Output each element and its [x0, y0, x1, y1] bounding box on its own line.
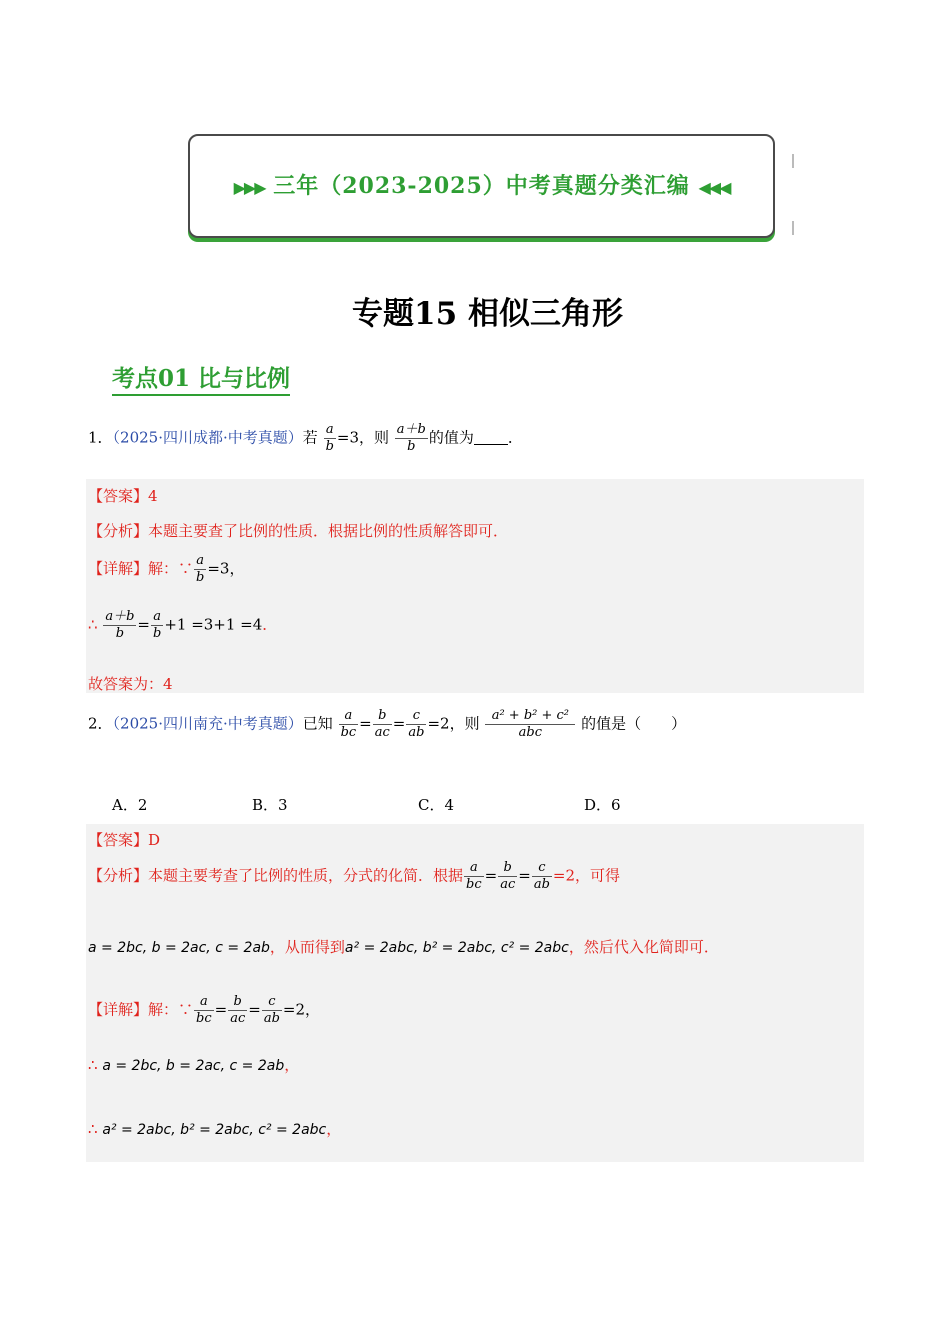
answer-text: 【答案】4 — [88, 487, 158, 505]
divider — [792, 154, 794, 168]
option-c[interactable]: C．4 — [418, 796, 455, 814]
fraction: $\frac{a}{b}$ — [152, 609, 162, 641]
solution-box-1 — [86, 479, 864, 693]
detail-step-1: ∴ a = 2bc, b = 2ac, c = 2ab， — [88, 1056, 300, 1074]
question-text: 若 — [302, 428, 318, 447]
fraction: $\frac{b}{ac}$ — [374, 708, 390, 740]
question-number: 1． — [88, 428, 113, 447]
page-title: 专题15 相似三角形 — [352, 296, 623, 332]
question-source: （2025·四川成都·中考真题） — [112, 428, 303, 447]
fraction: $\frac{a}{bc}$ — [196, 994, 212, 1026]
solution-box-2 — [86, 824, 864, 1162]
banner-content — [190, 169, 773, 200]
question-text: =3，则 — [336, 428, 390, 447]
answer-text: 【答案】D — [88, 831, 161, 849]
fraction: $\frac{a}{bc}$ — [466, 860, 482, 892]
question-text: 已知 — [302, 714, 333, 733]
question-text: 的值为 — [428, 428, 474, 447]
topic-heading: 考点01 比与比例 — [112, 365, 290, 396]
detail-line: 【详解】解：∵ $\frac{a}{bc}$ = $\frac{b}{ac}$ = $\frac{c}{ab}$ =2， — [88, 994, 321, 1026]
fraction: $\frac{a}{b}$ — [325, 422, 334, 454]
question-source: （2025·四川南充·中考真题） — [112, 714, 303, 733]
analysis-line-2: a = 2bc, b = 2ac, c = 2ab，从而得到a² = 2abc, b² = 2abc, c² = 2abc，然后代入化简即可． — [88, 938, 719, 956]
detail-step-2: ∴ a² = 2abc, b² = 2abc, c² = 2abc， — [88, 1120, 342, 1138]
fraction: $\frac{c}{ab}$ — [408, 708, 425, 740]
fraction: $\frac{a}{b}$ — [196, 553, 205, 585]
fraction: $\frac{a+b}{b}$ — [105, 609, 135, 641]
left-arrows-icon: ◀◀◀ — [698, 178, 730, 197]
fraction: $\frac{c}{ab}$ — [263, 994, 280, 1026]
option-b[interactable]: B．3 — [252, 796, 288, 814]
final-answer: 故答案为：4 — [88, 675, 173, 693]
header-banner — [188, 134, 775, 238]
question-1 — [88, 422, 523, 455]
option-a[interactable]: A．2 — [112, 796, 148, 814]
fraction: $\frac{\text{a² + b² + c²}}{\text{abc}}$ — [485, 708, 575, 741]
banner-text: 三年（2023-2025）中考真题分类汇编 — [273, 173, 690, 199]
question-number: 2． — [88, 714, 113, 733]
fraction: $\frac{a+b}{b}$ — [396, 422, 426, 454]
answer-blank — [474, 444, 508, 445]
fraction: $\frac{a}{bc}$ — [340, 708, 357, 740]
fraction: $\frac{b}{ac}$ — [230, 994, 246, 1026]
divider — [792, 221, 794, 235]
fraction: $\frac{b}{ac}$ — [500, 860, 516, 892]
detail-step: ∴ $\frac{a+b}{b}$ = $\frac{a}{b}$ +1 =3+1 =4． — [88, 609, 278, 641]
question-2: 2．（2025·四川南充·中考真题）已知 $\frac{a}{bc}$ = $\frac{b}{ac}$ = $\frac{c}{ab}$ =2，则 $\frac{\text{a² + b² + c²}}{\text{abc}}$ 的值是（ ） — [88, 708, 687, 740]
option-d[interactable]: D．6 — [584, 796, 621, 814]
fraction: $\frac{c}{ab}$ — [533, 860, 550, 892]
detail-line: 【详解】解：∵ $\frac{a}{b}$ =3， — [88, 553, 245, 585]
question-text: ． — [507, 428, 523, 447]
analysis-text: 【分析】本题主要考查了比例的性质，分式的化简．根据 $\frac{a}{bc}$ = $\frac{b}{ac}$ = $\frac{c}{ab}$ =2，可得 — [88, 860, 621, 892]
question-text: 的值是（ ） — [581, 714, 687, 733]
analysis-text: 【分析】本题主要查了比例的性质．根据比例的性质解答即可． — [88, 522, 509, 540]
right-arrows-icon: ▶▶▶ — [233, 178, 265, 197]
